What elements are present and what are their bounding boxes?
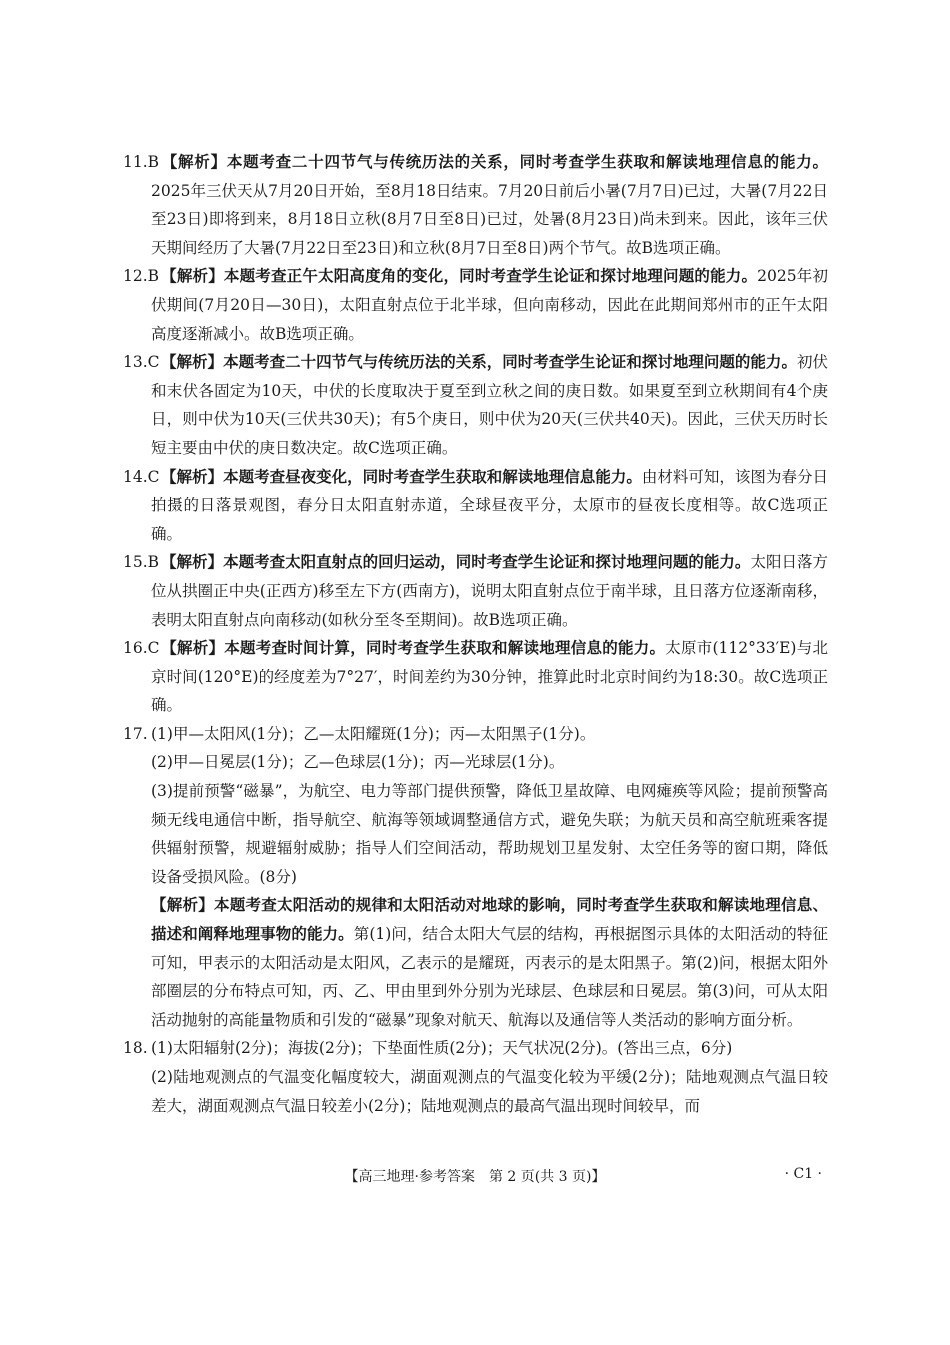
question-number: 13.C (123, 353, 160, 372)
answer-part-1: (1)甲—太阳风(1分)；乙—太阳耀斑(1分)；丙—太阳黑子(1分)。 (151, 724, 596, 743)
answer-part-3: (3)提前预警“磁暴”，为航空、电力等部门提供预警，降低卫星故障、电网瘫痪等风险；提前预警高频无线电通信中断，指导航空、航海等领域调整通信方式，避免失联；为航天员和高空航班乘客提供辐射预警，规避辐射威胁；指导人们空间活动，帮助规划卫星发射、太空任务等的窗口期，降低设备受损风险。(8分) (151, 782, 828, 886)
analysis-tag: 【解析】 (161, 352, 224, 372)
footer-title: 【高三地理·参考答案 第 2 页(共 3 页)】 (344, 1169, 606, 1185)
answer-item-18 (123, 1034, 828, 1120)
footer-code: · C1 · (784, 1166, 822, 1182)
answer-part-1: (1)太阳辐射(2分)；海拔(2分)；下垫面性质(2分)；天气状况(2分)。(答出三点，6分) (151, 1039, 733, 1058)
answer-item-15 (123, 548, 828, 634)
question-number: 16.C (123, 639, 160, 658)
answer-item-12 (123, 262, 828, 348)
analysis-lead: 本题考查昼夜变化，同时考查学生获取和解读地理信息能力。 (223, 466, 642, 486)
analysis-block (123, 891, 828, 1034)
page-footer (0, 1166, 950, 1194)
analysis-lead: 本题考查太阳活动的规律和太阳活动对地球的影响，同时考查学生获取和解读地理信息、描述和阐释地理事物的能力。 (151, 895, 828, 944)
question-number: 15.B (123, 553, 160, 572)
analysis-text: 由材料可知，该图为春分日拍摄的日落景观图，春分日太阳直射赤道，全球昼夜平分，太原市的昼夜长度相等。故C选项正确。 (151, 467, 828, 543)
answer-part-2: (2)陆地观测点的气温变化幅度较大，湖面观测点的气温变化较为平缓(2分)；陆地观测点气温日较差大，湖面观测点气温日较差小(2分)；陆地观测点的最高气温出现时间较早，而 (151, 1068, 828, 1115)
analysis-lead: 本题考查正午太阳高度角的变化，同时考查学生论证和探讨地理问题的能力。 (223, 266, 758, 286)
analysis-lead: 本题考查太阳直射点的回归运动，同时考查学生论证和探讨地理问题的能力。 (223, 552, 751, 572)
answer-item-11 (123, 148, 828, 262)
analysis-tag: 【解析】 (161, 552, 224, 572)
analysis-text: 2025年三伏天从7月20日开始，至8月18日结束。7月20日前后小暑(7月7日)已过，大暑(7月22日至23日)即将到来，8月18日立秋(8月7日至8日)已过，处暑(8月23日)尚未到来。因此，该年三伏天期间经历了大暑(7月22日至23日)和立秋(8月7日至8日)两个节气。故B选项正确。 (151, 181, 828, 257)
analysis-tag: 【解析】 (161, 638, 225, 658)
analysis-tag: 【解析】 (161, 266, 224, 286)
question-number: 11.B (123, 153, 160, 171)
answer-sheet-body (123, 148, 828, 1120)
analysis-lead: 本题考查时间计算，同时考查学生获取和解读地理信息的能力。 (224, 638, 666, 658)
analysis-tag: 【解析】 (161, 466, 224, 486)
analysis-tag: 【解析】 (151, 895, 214, 915)
analysis-text: 第(1)问，结合太阳大气层的结构，再根据图示具体的太阳活动的特征可知，甲表示的太阳活动是太阳风，乙表示的是耀斑，丙表示的是太阳黑子。第(2)问，根据太阳外部圈层的分布特点可知，丙、乙、甲由里到外分别为光球层、色球层和日冕层。第(3)问，可从太阳活动抛射的高能量物质和引发的“磁暴”现象对航天、航海以及通信等人类活动的影响方面分析。 (151, 925, 828, 1029)
answer-item-17 (123, 720, 828, 1035)
answer-item-13 (123, 348, 828, 462)
answer-part-2: (2)甲—日冕层(1分)；乙—色球层(1分)；丙—光球层(1分)。 (151, 753, 565, 772)
analysis-text: 初伏和末伏各固定为10天，中伏的长度取决于夏至到立秋之间的庚日数。如果夏至到立秋期间有4个庚日，则中伏为10天(三伏共30天)；有5个庚日，则中伏为20天(三伏共40天)。因此，三伏天历时长短主要由中伏的庚日数决定。故C选项正确。 (151, 353, 828, 457)
answer-item-16 (123, 634, 828, 720)
question-number: 17. (123, 724, 148, 743)
answer-item-14 (123, 463, 828, 549)
question-number: 12.B (123, 267, 160, 286)
analysis-text: 太阳日落方位从拱圈正中央(正西方)移至左下方(西南方)，说明太阳直射点位于南半球，且日落方位逐渐南移，表明太阳直射点向南移动(如秋分至冬至期间)。故B选项正确。 (151, 553, 828, 629)
question-number: 18. (123, 1039, 148, 1058)
analysis-lead: 本题考查二十四节气与传统历法的关系，同时考查学生获取和解读地理信息的能力。 (226, 152, 828, 171)
analysis-text: 2025年初伏期间(7月20日—30日)，太阳直射点位于北半球，但向南移动，因此在此期间郑州市的正午太阳高度逐渐减小。故B选项正确。 (151, 267, 828, 343)
question-number: 14.C (123, 467, 160, 486)
analysis-tag: 【解析】 (161, 152, 227, 171)
analysis-lead: 本题考查二十四节气与传统历法的关系，同时考查学生论证和探讨地理问题的能力。 (223, 352, 797, 372)
analysis-text: 太原市(112°33′E)与北京时间(120°E)的经度差为7°27′，时间差约为30分钟，推算此时北京时间约为18:30。故C选项正确。 (151, 639, 828, 715)
